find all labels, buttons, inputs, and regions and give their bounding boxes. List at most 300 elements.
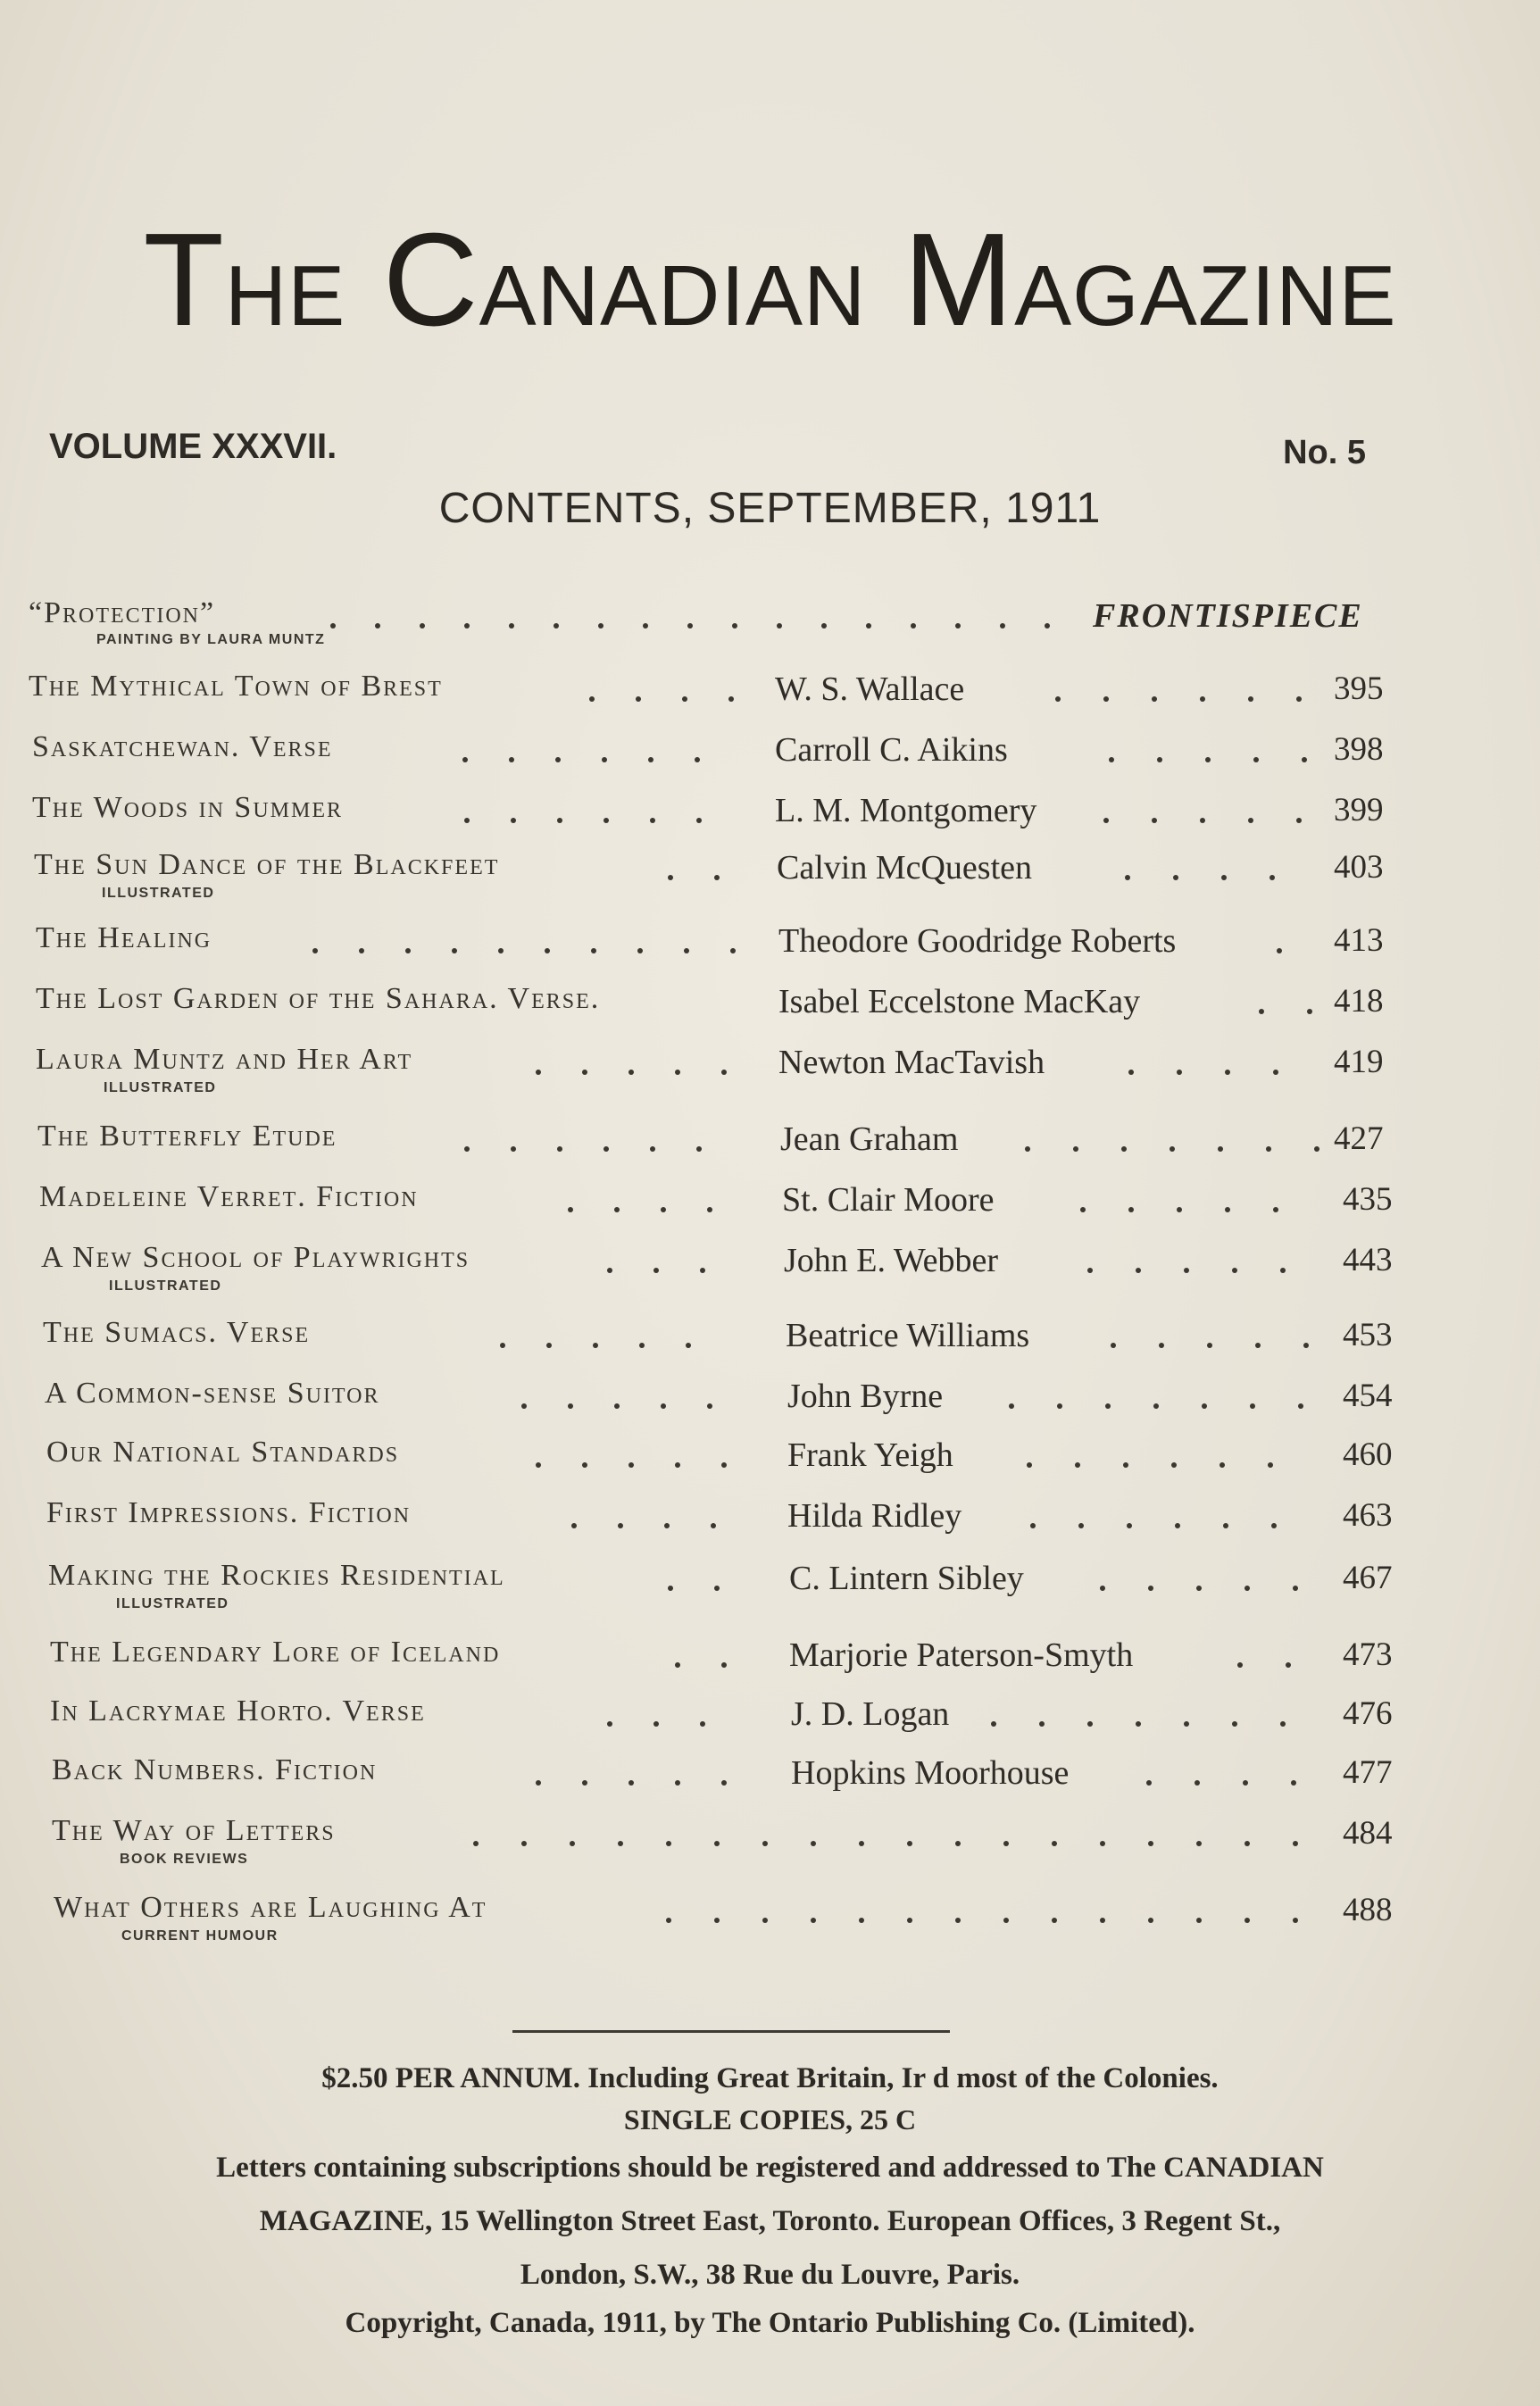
leader-dot [1045, 623, 1050, 629]
contents-entry [0, 791, 1540, 845]
contents-entry [0, 1043, 1540, 1096]
leader-dot [1248, 696, 1253, 702]
leader-dot [1220, 1462, 1225, 1468]
leader-dot [955, 623, 961, 629]
leader-dot [732, 623, 737, 629]
leader-dot [1159, 1343, 1164, 1348]
leader-dot [730, 948, 736, 953]
entry-author: Frank Yeigh [787, 1436, 953, 1474]
leader-dot [1100, 1841, 1105, 1846]
leader-dot [696, 1146, 702, 1152]
leader-dot [1003, 1841, 1009, 1846]
masthead-capital: T [143, 206, 225, 354]
leader-dot [628, 1780, 634, 1786]
leader-dot [1244, 1586, 1250, 1591]
entry-page-number: 418 [1334, 983, 1384, 1020]
contents-entry [0, 1241, 1540, 1295]
entry-page-number: 413 [1334, 922, 1384, 959]
leader-dot [859, 1918, 864, 1923]
leader-dot [1273, 1070, 1278, 1075]
leader-dot [1291, 1780, 1296, 1786]
leader-dot [714, 1918, 720, 1923]
entry-author: John Byrne [787, 1378, 944, 1415]
leader-dot [1184, 1268, 1189, 1273]
leader-dot [721, 1070, 727, 1075]
leader-dot [1000, 623, 1005, 629]
leader-dot [687, 623, 693, 629]
entry-page-number: 460 [1343, 1436, 1393, 1473]
leader-dot [1314, 1146, 1319, 1152]
leader-dot [721, 1462, 727, 1468]
leader-dot [907, 1841, 912, 1846]
entry-page-number: 454 [1343, 1378, 1393, 1414]
leader-dot [1248, 818, 1253, 823]
leader-dot [1177, 1207, 1182, 1212]
leader-dot [955, 1918, 961, 1923]
leader-dot [618, 1841, 623, 1846]
leader-dot [500, 1343, 505, 1348]
leader-dot [1052, 1918, 1057, 1923]
entry-title: First Impressions. Fiction [46, 1496, 412, 1529]
leader-dot [604, 818, 609, 823]
leader-dot [521, 1403, 527, 1409]
leader-dot [628, 1462, 634, 1468]
leader-dot [571, 1523, 577, 1528]
leader-dot [591, 948, 596, 953]
entry-title: Madeleine Verret. Fiction [39, 1180, 419, 1213]
entry-title: Back Numbers. Fiction [52, 1753, 378, 1786]
leader-dot [1280, 1721, 1286, 1727]
leader-dot [1196, 1918, 1202, 1923]
entry-author: Jean Graham [780, 1120, 959, 1158]
leader-dot [1173, 875, 1178, 880]
leader-dot [1025, 1146, 1030, 1152]
leader-dot [1121, 1146, 1127, 1152]
leader-dot [1127, 1523, 1132, 1528]
leader-dot [1184, 1721, 1189, 1727]
entry-author: Calvin McQuesten [777, 849, 1033, 887]
entry-title: The Way of Letters [52, 1814, 336, 1847]
leader-dot [650, 818, 655, 823]
leader-dot [1100, 1918, 1105, 1923]
leader-dot [639, 1343, 645, 1348]
contents-entry [0, 670, 1540, 723]
entry-page-number: 398 [1334, 731, 1384, 768]
leader-dot [643, 623, 648, 629]
leader-dot [546, 1343, 552, 1348]
leader-dot [714, 1841, 720, 1846]
leader-dot [1244, 1918, 1250, 1923]
leader-dot [1136, 1268, 1141, 1273]
leader-dot [636, 696, 641, 702]
leader-dot [653, 1268, 659, 1273]
leader-dot [1253, 757, 1259, 762]
entry-title: The Mythical Town of Brest [29, 670, 443, 703]
leader-dot [1244, 1841, 1250, 1846]
leader-dot [991, 1721, 996, 1727]
entry-title: The Lost Garden of the Sahara. Verse. [36, 982, 601, 1015]
leader-dot [1152, 818, 1157, 823]
leader-dot [607, 1721, 612, 1727]
leader-dot [593, 1343, 598, 1348]
leader-dot [509, 757, 514, 762]
masthead-rest: HE [224, 248, 346, 344]
leader-dot [464, 1146, 470, 1152]
contents-entry [0, 921, 1540, 975]
entry-author: J. D. Logan [791, 1695, 950, 1733]
entry-title: The Healing [36, 921, 212, 954]
entry-note: BOOK REVIEWS [120, 1852, 249, 1867]
leader-dot [1175, 1523, 1180, 1528]
leader-dot [568, 1207, 573, 1212]
leader-dot [675, 1780, 680, 1786]
leader-dot [661, 1207, 666, 1212]
leader-dot [1152, 696, 1157, 702]
entry-page-number: 476 [1343, 1695, 1393, 1732]
leader-dot [330, 623, 336, 629]
leader-dot [464, 623, 470, 629]
leader-dot [696, 818, 702, 823]
entry-note: ILLUSTRATED [109, 1278, 222, 1294]
entry-note: PAINTING BY LAURA MUNTZ [96, 632, 326, 647]
leader-dot [1225, 1070, 1230, 1075]
leader-dot [582, 1462, 587, 1468]
entry-author: Theodore Goodridge Roberts [778, 922, 1177, 960]
leader-dot [1075, 1462, 1080, 1468]
leader-dot [668, 875, 673, 880]
leader-dot [714, 1586, 720, 1591]
leader-dot [1105, 1403, 1111, 1409]
leader-dot [602, 757, 607, 762]
leader-dot [536, 1462, 541, 1468]
leader-dot [777, 623, 782, 629]
single-copy-price: SINGLE COPIES, 25 C [623, 2103, 917, 2135]
leader-dot [675, 1662, 680, 1668]
leader-dot [1232, 1268, 1237, 1273]
entry-page-number: 488 [1343, 1892, 1393, 1928]
volume-label: VOLUME XXXVII. [49, 427, 337, 466]
leader-dot [1103, 696, 1109, 702]
contents-entry [0, 1496, 1540, 1550]
masthead-capital: M [903, 206, 1015, 354]
leader-dot [1218, 1146, 1223, 1152]
leader-dot [1039, 1721, 1045, 1727]
leader-dot [762, 1918, 768, 1923]
leader-dot [666, 1841, 671, 1846]
contents-entry [0, 1559, 1540, 1612]
leader-dot [452, 948, 457, 953]
leader-dot [1073, 1146, 1078, 1152]
entry-title: The Sumacs. Verse [43, 1316, 311, 1349]
entry-author: Beatrice Williams [786, 1317, 1030, 1354]
leader-dot [686, 1343, 691, 1348]
leader-dot [1009, 1403, 1014, 1409]
masthead-rest: AGAZINE [1014, 248, 1397, 344]
leader-dot [1057, 1403, 1062, 1409]
leader-dot [1103, 818, 1109, 823]
leader-dot [598, 623, 604, 629]
leader-dot [1128, 1207, 1134, 1212]
leader-dot [1125, 875, 1130, 880]
leader-dot [811, 1918, 816, 1923]
leader-dot [509, 623, 514, 629]
leader-dot [536, 1070, 541, 1075]
leader-dot [420, 623, 425, 629]
leader-dot [511, 1146, 516, 1152]
leader-dot [1232, 1721, 1237, 1727]
leader-dot [859, 1841, 864, 1846]
leader-dot [1225, 1207, 1230, 1212]
copyright-notice: Copyright, Canada, 1911, by The Ontario Publishing Co. (Limited). [345, 2307, 1195, 2339]
entry-author: L. M. Montgomery [775, 792, 1037, 829]
entry-title: “Protection” [29, 596, 216, 629]
leader-dot [1243, 1780, 1248, 1786]
leader-dot [582, 1070, 587, 1075]
entry-author: W. S. Wallace [775, 670, 965, 708]
masthead-word [382, 206, 867, 354]
entry-page-number: 403 [1334, 849, 1384, 886]
leader-dot [1255, 1343, 1261, 1348]
leader-dot [1052, 1841, 1057, 1846]
leader-dot [1259, 1009, 1264, 1014]
leader-dot [1302, 757, 1307, 762]
leader-dot [589, 696, 595, 702]
masthead-word [903, 206, 1397, 354]
contents-entry [0, 1694, 1540, 1748]
leader-dot [700, 1268, 705, 1273]
entry-title: The Sun Dance of the Blackfeet [34, 848, 500, 881]
leader-dot [668, 1586, 673, 1591]
entry-page-number: 477 [1343, 1754, 1393, 1791]
entry-note: CURRENT HUMOUR [121, 1928, 279, 1944]
leader-dot [637, 948, 643, 953]
leader-dot [1307, 1009, 1312, 1014]
leader-dot [1136, 1721, 1141, 1727]
leader-dot [811, 1841, 816, 1846]
leader-dot [1296, 818, 1302, 823]
leader-dot [511, 818, 516, 823]
leader-dot [907, 1918, 912, 1923]
leader-dot [1027, 1462, 1032, 1468]
entry-page-number: 467 [1343, 1560, 1393, 1596]
leader-dot [1148, 1841, 1153, 1846]
leader-dot [570, 1841, 575, 1846]
leader-dot [1207, 1343, 1212, 1348]
entry-page-number: 419 [1334, 1044, 1384, 1080]
entry-title: Saskatchewan. Verse [32, 730, 333, 763]
leader-dot [557, 1146, 562, 1152]
contents-entry [0, 730, 1540, 784]
leader-dot [462, 757, 468, 762]
entry-author: Carroll C. Aikins [775, 731, 1008, 769]
entry-title: Laura Muntz and Her Art [36, 1043, 413, 1076]
entry-author: Isabel Eccelstone MacKay [778, 983, 1141, 1020]
issue-number: No. 5 [1283, 434, 1366, 471]
contents-entry [0, 1120, 1540, 1173]
leader-dot [473, 1841, 479, 1846]
leader-dot [1202, 1403, 1207, 1409]
leader-dot [721, 1780, 727, 1786]
leader-dot [682, 696, 687, 702]
entry-title: Making the Rockies Residential [48, 1559, 505, 1592]
leader-dot [1195, 1780, 1200, 1786]
leader-dot [557, 818, 562, 823]
entry-author: Hopkins Moorhouse [791, 1754, 1070, 1792]
leader-dot [614, 1403, 620, 1409]
contents-entry [0, 1891, 1540, 1944]
contents-entry [0, 848, 1540, 902]
leader-dot [312, 948, 318, 953]
leader-dot [1266, 1146, 1271, 1152]
leader-dot [648, 757, 653, 762]
entry-page-number: 453 [1343, 1317, 1393, 1353]
entry-page-number: 473 [1343, 1636, 1393, 1673]
leader-dot [728, 696, 734, 702]
leader-dot [1293, 1841, 1298, 1846]
leader-dot [675, 1070, 680, 1075]
leader-dot [695, 757, 700, 762]
entry-title: A New School of Playwrights [41, 1241, 470, 1274]
leader-dot [498, 948, 504, 953]
leader-dot [628, 1070, 634, 1075]
leader-dot [1223, 1523, 1228, 1528]
leader-dot [955, 1841, 961, 1846]
leader-dot [675, 1462, 680, 1468]
leader-dot [1196, 1586, 1202, 1591]
leader-dot [1170, 1146, 1175, 1152]
leader-dot [545, 948, 550, 953]
leader-dot [1153, 1403, 1159, 1409]
leader-dot [1271, 1523, 1277, 1528]
entry-title: The Woods in Summer [32, 791, 343, 824]
leader-dot [607, 1268, 612, 1273]
leader-dot [1171, 1462, 1177, 1468]
leader-dot [661, 1403, 666, 1409]
entry-author: John E. Webber [784, 1242, 999, 1279]
leader-dot [911, 623, 916, 629]
leader-dot [664, 1523, 670, 1528]
leader-dot [582, 1780, 587, 1786]
leader-dot [604, 1146, 609, 1152]
contents-entry [0, 982, 1540, 1036]
entry-author: Hilda Ridley [787, 1497, 962, 1535]
leader-dot [1148, 1918, 1153, 1923]
leader-dot [653, 1721, 659, 1727]
contents-entry [0, 1753, 1540, 1807]
leader-dot [866, 623, 871, 629]
leader-dot [1269, 875, 1275, 880]
leader-dot [1293, 1586, 1298, 1591]
entry-page-number: 427 [1334, 1120, 1384, 1157]
masthead [0, 206, 1540, 354]
contents-entry [0, 596, 1540, 650]
entry-page-number: 443 [1343, 1242, 1393, 1278]
leader-dot [1273, 1207, 1278, 1212]
entry-note: ILLUSTRATED [116, 1596, 229, 1611]
entry-title: The Butterfly Etude [37, 1120, 337, 1153]
leader-dot [568, 1403, 573, 1409]
leader-dot [554, 623, 559, 629]
leader-dot [464, 818, 470, 823]
entry-author: Marjorie Paterson-Smyth [789, 1636, 1134, 1674]
leader-dot [1200, 696, 1205, 702]
entry-page-number: 484 [1343, 1815, 1393, 1852]
leader-dot [1296, 696, 1302, 702]
leader-dot [1148, 1586, 1153, 1591]
leader-dot [618, 1523, 623, 1528]
contents-entry [0, 1180, 1540, 1234]
leader-dot [707, 1207, 712, 1212]
entry-note: ILLUSTRATED [102, 886, 215, 901]
leader-dot [1277, 948, 1282, 953]
leader-dot [536, 1780, 541, 1786]
leader-dot [1109, 757, 1114, 762]
leader-dot [1078, 1523, 1084, 1528]
leader-dot [405, 948, 411, 953]
leader-dot [1280, 1268, 1286, 1273]
contents-entry [0, 1377, 1540, 1430]
entry-page-number: 463 [1343, 1497, 1393, 1534]
contents-entry [0, 1436, 1540, 1489]
entry-page-number: 395 [1334, 670, 1384, 707]
contents-heading: CONTENTS, SEPTEMBER, 1911 [438, 485, 1102, 532]
leader-dot [1080, 1207, 1086, 1212]
leader-dot [614, 1207, 620, 1212]
leader-dot [1111, 1343, 1116, 1348]
entry-title: In Lacrymae Horto. Verse [50, 1694, 426, 1727]
leader-dot [1128, 1070, 1134, 1075]
entry-author: St. Clair Moore [782, 1181, 995, 1219]
masthead-capital: C [382, 206, 479, 354]
entry-title: A Common-sense Suitor [45, 1377, 380, 1410]
entry-page-number: 435 [1343, 1181, 1393, 1218]
masthead-word [143, 206, 346, 354]
subscription-instructions: Letters containing subscriptions should be registered and addressed to The CANADIAN [216, 2152, 1324, 2184]
leader-dot [1177, 1070, 1182, 1075]
leader-dot [1293, 1918, 1298, 1923]
entry-author: Newton MacTavish [778, 1044, 1045, 1081]
leader-dot [375, 623, 380, 629]
leader-dot [684, 948, 689, 953]
leader-dot [1196, 1841, 1202, 1846]
contents-entry [0, 1636, 1540, 1689]
leader-dot [666, 1918, 671, 1923]
masthead-rest: ANADIAN [479, 248, 867, 344]
leader-dot [1250, 1403, 1255, 1409]
leader-dot [1003, 1918, 1009, 1923]
leader-dot [1030, 1523, 1036, 1528]
leader-dot [711, 1523, 716, 1528]
contents-entry [0, 1316, 1540, 1370]
leader-dot [700, 1721, 705, 1727]
leader-dot [521, 1841, 527, 1846]
divider-rule [512, 2030, 950, 2033]
frontispiece-label: FRONTISPIECE [1093, 597, 1363, 635]
leader-dot [359, 948, 364, 953]
leader-dot [762, 1841, 768, 1846]
leader-dot [1087, 1721, 1093, 1727]
leader-dot [1100, 1586, 1105, 1591]
entry-page-number: 399 [1334, 792, 1384, 828]
leader-dot [1157, 757, 1162, 762]
leader-dot [1146, 1780, 1152, 1786]
entry-title: What Others are Laughing At [54, 1891, 487, 1924]
entry-note: ILLUSTRATED [104, 1080, 217, 1095]
leader-dot [714, 875, 720, 880]
leader-dot [1200, 818, 1205, 823]
leader-dot [650, 1146, 655, 1152]
contents-entry [0, 1814, 1540, 1868]
